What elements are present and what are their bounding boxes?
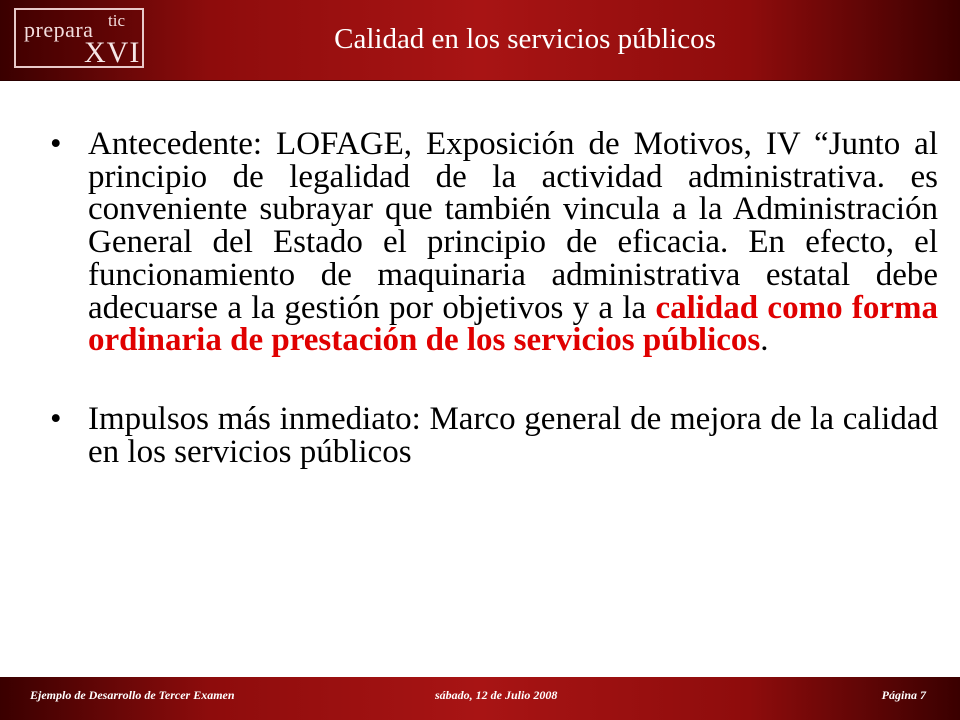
bullet-icon: • (50, 400, 62, 437)
bullet-icon: • (50, 126, 62, 162)
footer-exam-label: Ejemplo de Desarrollo de Tercer Examen (30, 688, 235, 702)
highlighted-text: calidad como forma ordinaria de prestación de los servicios públicos (88, 289, 938, 359)
logo-roman-numeral: XVI (84, 36, 141, 69)
logo-word: prepara (24, 17, 94, 42)
bullet-text: Impulsos más inmediato: Marco general de mejora de la calidad en los servicios públicos (88, 400, 938, 470)
footer-page-number: Página 7 (881, 688, 926, 702)
slide-content (50, 128, 938, 468)
header-bar (0, 0, 960, 81)
bullet-item-impulsos (50, 400, 938, 470)
footer-bar (0, 677, 960, 720)
bullet-text-before: Antecedente: LOFAGE, Exposición de Motivos, IV “Junto al principio de legalidad de la actividad administrativa. es conveniente subrayar que también vincula a la Administración General del Estado el principio de eficacia. En efecto, el funcionamiento de maquinaria administrativa estatal debe adecuarse a la gestión por objetivos y a la (88, 126, 938, 326)
logo-superscript: tic (108, 11, 125, 30)
preparatic-logo (14, 8, 144, 68)
slide-title: Calidad en los servicios públicos (334, 23, 716, 55)
bullet-text-after: . (760, 322, 769, 359)
bullet-text (88, 128, 938, 357)
footer-date: sábado, 12 de Julio 2008 (435, 688, 558, 702)
bullet-item-antecedente (50, 128, 938, 357)
